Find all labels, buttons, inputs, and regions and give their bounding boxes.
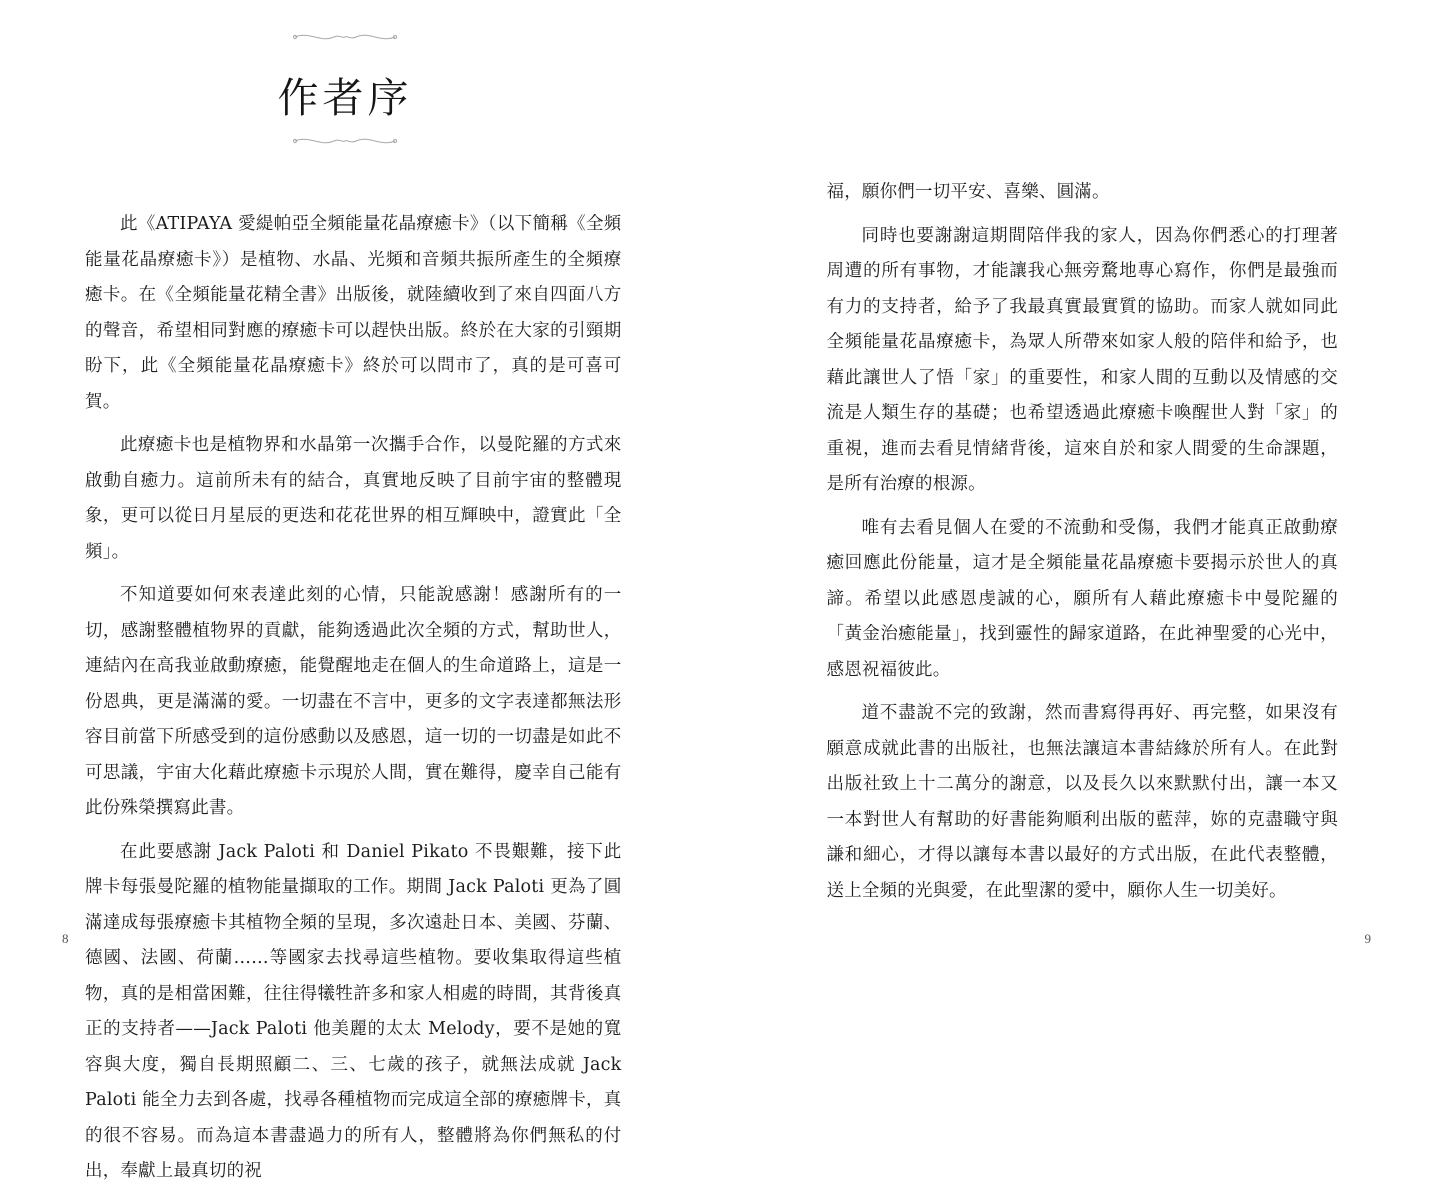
paragraph: 道不盡說不完的致謝，然而書寫得再好、再完整，如果沒有願意成就此書的出版社，也無法讓這本書結緣於所有人。在此對出版社致上十二萬分的謝意，以及長久以來默默付出，讓一本又一本對世人有幫助的好書能夠順利出版的藍萍，妳的克盡職守與謙和細心，才得以讓每本書以最好的方式出版，在此代表整體，送上全頻的光與愛，在此聖潔的愛中，願你人生一切美好。 <box>827 696 1339 909</box>
paragraph: 同時也要謝謝這期間陪伴我的家人，因為你們悉心的打理著周遭的所有事物，才能讓我心無旁騖地專心寫作，你們是最強而有力的支持者，給予了我最真實最實質的協助。而家人就如同此全頻能量花晶療癒卡，為眾人所帶來如家人般的陪伴和給予，也藉此讓世人了悟「家」的重要性，和家人間的互動以及情感的交流是人類生存的基礎；也希望透過此療癒卡喚醒世人對「家」的重視，進而去看見情緒背後，這來自於和家人間愛的生命課題，是所有治療的根源。 <box>827 219 1339 503</box>
paragraph: 不知道要如何來表達此刻的心情，只能說感謝！感謝所有的一切，感謝整體植物界的貢獻，能夠透過此次全頻的方式，幫助世人，連結內在高我並啟動療癒，能覺醒地走在個人的生命道路上，這是一份恩典，更是滿滿的愛。一切盡在不言中，更多的文字表達都無法形容目前當下所感受到的這份感動以及感恩，這一切的一切盡是如此不可思議，宇宙大化藉此療癒卡示現於人間，實在難得，慶幸自己能有此份殊榮撰寫此書。 <box>85 578 622 827</box>
right-body-text <box>827 175 1339 909</box>
chapter-title-block <box>85 36 605 155</box>
page-number-right: 9 <box>1365 931 1372 947</box>
ornament-bottom-icon <box>85 134 605 148</box>
paragraph: 福，願你們一切平安、喜樂、圓滿。 <box>827 175 1339 211</box>
paragraph: 此療癒卡也是植物界和水晶第一次攜手合作，以曼陀羅的方式來啟動自癒力。這前所未有的結合，真實地反映了目前宇宙的整體現象，更可以從日月星辰的更迭和花花世界的相互輝映中，證實此「全頻」。 <box>85 428 622 570</box>
page-title: 作者序 <box>85 65 605 124</box>
page-right <box>717 0 1433 987</box>
paragraph: 唯有去看見個人在愛的不流動和受傷，我們才能真正啟動療癒回應此份能量，這才是全頻能量花晶療癒卡要揭示於世人的真諦。希望以此感恩虔誠的心，願所有人藉此療癒卡中曼陀羅的「黃金治癒能量」，找到靈性的歸家道路，在此神聖愛的心光中，感恩祝福彼此。 <box>827 511 1339 689</box>
paragraph: 此《ATIPAYA 愛緹帕亞全頻能量花晶療癒卡》（以下簡稱《全頻能量花晶療癒卡》）是植物、水晶、光頻和音頻共振所產生的全頻療癒卡。在《全頻能量花精全書》出版後，就陸續收到了來自四面八方的聲音，希望相同對應的療癒卡可以趕快出版。終於在大家的引頸期盼下，此《全頻能量花晶療癒卡》終於可以問市了，真的是可喜可賀。 <box>85 207 622 420</box>
left-body-text <box>85 207 622 1190</box>
paragraph: 在此要感謝 Jack Paloti 和 Daniel Pikato 不畏艱難，接下此牌卡每張曼陀羅的植物能量擷取的工作。期間 Jack Paloti 更為了圓滿達成每張療癒卡其植物全頻的呈現，多次遠赴日本、美國、芬蘭、德國、法國、荷蘭……等國家去找尋這些植物。要收集取得這些植物，真的是相當困難，往往得犧牲許多和家人相處的時間，其背後真正的支持者——Jack Paloti 他美麗的太太 Melody，要不是她的寬容與大度，獨自長期照顧二、三、七歲的孩子，就無法成就 Jack Paloti 能全力去到各處，找尋各種植物而完成這全部的療癒牌卡，真的很不容易。而為這本書盡過力的所有人，整體將為你們無私的付出，奉獻上最真切的祝 <box>85 835 622 1190</box>
page-number-left: 8 <box>62 931 69 947</box>
page-left <box>0 0 717 987</box>
ornament-top-icon <box>85 30 605 44</box>
